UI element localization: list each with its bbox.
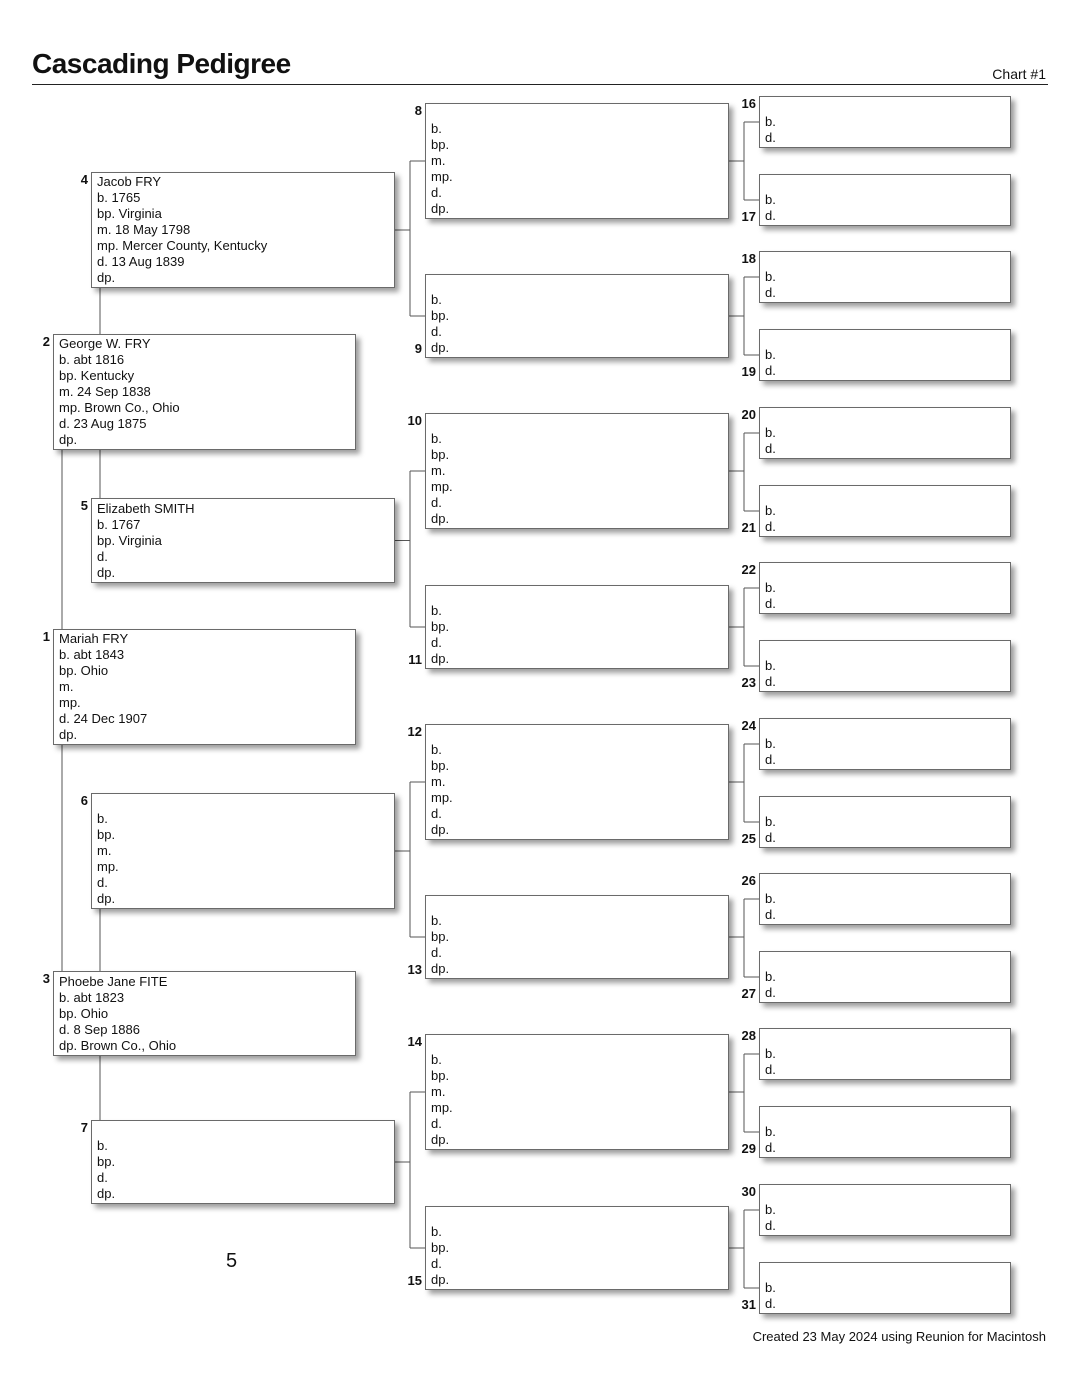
person-detail-line: d. — [431, 185, 442, 200]
person-detail-line: b. abt 1816 — [59, 352, 125, 367]
person-detail-line: d. — [765, 285, 776, 300]
person-detail-line: bp. — [431, 447, 450, 462]
person-details — [426, 292, 728, 356]
person-detail-line: dp. — [431, 511, 450, 526]
person-detail-line: mp. — [97, 859, 119, 874]
person-detail-line: d. — [765, 1218, 776, 1233]
person-detail-line: dp. — [431, 1272, 450, 1287]
person-details — [426, 603, 728, 667]
person-name: Jacob FRY — [97, 174, 162, 189]
person-details — [92, 174, 394, 286]
person-details — [760, 1202, 1010, 1234]
person-box-23[interactable] — [759, 640, 1011, 692]
person-detail-line: bp. Ohio — [59, 1006, 109, 1021]
person-detail-line: bp. — [431, 758, 450, 773]
person-detail-line: bp. Virginia — [97, 206, 162, 221]
person-number: 29 — [741, 1141, 756, 1156]
person-details — [760, 658, 1010, 690]
page-number: 5 — [226, 1250, 238, 1272]
person-detail-line: b. — [765, 114, 776, 129]
person-details — [92, 501, 394, 581]
person-detail-line: dp. — [431, 201, 450, 216]
person-number: 14 — [407, 1034, 422, 1049]
person-box-3[interactable] — [53, 971, 356, 1056]
person-details — [760, 736, 1010, 768]
person-box-8[interactable] — [425, 103, 729, 219]
person-detail-line: d. — [765, 985, 776, 1000]
created-footer: Created 23 May 2024 using Reunion for Macintosh — [752, 1329, 1046, 1344]
person-detail-line: b. — [765, 969, 776, 984]
person-details — [92, 1138, 394, 1202]
person-detail-line: b. — [431, 292, 442, 307]
person-box-22[interactable] — [759, 562, 1011, 614]
person-details — [760, 1124, 1010, 1156]
person-detail-line: bp. Kentucky — [59, 368, 135, 383]
person-detail-line: d. 23 Aug 1875 — [59, 416, 147, 431]
person-detail-line: b. 1765 — [97, 190, 141, 205]
person-number: 19 — [741, 364, 756, 379]
person-detail-line: d. — [431, 635, 442, 650]
person-detail-line: m. — [59, 679, 74, 694]
person-box-29[interactable] — [759, 1106, 1011, 1158]
person-detail-line: dp. — [431, 822, 450, 837]
person-details — [426, 431, 728, 527]
person-number: 18 — [741, 251, 756, 266]
chart-number: Chart #1 — [992, 66, 1046, 82]
person-detail-line: d. — [765, 1140, 776, 1155]
person-detail-line: d. — [765, 208, 776, 223]
person-detail-line: b. — [431, 1052, 442, 1067]
person-box-9[interactable] — [425, 274, 729, 358]
person-details — [54, 974, 355, 1054]
person-number: 6 — [80, 793, 88, 808]
person-number: 1 — [42, 629, 50, 644]
person-details — [760, 503, 1010, 535]
person-detail-line: mp. — [59, 695, 81, 710]
person-detail-line: d. — [97, 549, 108, 564]
person-detail-line: d. — [97, 875, 108, 890]
person-box-1[interactable] — [53, 629, 356, 745]
person-name: Phoebe Jane FITE — [59, 974, 168, 989]
person-box-14[interactable] — [425, 1034, 729, 1150]
person-number: 26 — [741, 873, 756, 888]
person-detail-line: mp. — [431, 790, 453, 805]
person-number: 28 — [741, 1028, 756, 1043]
person-details — [760, 969, 1010, 1001]
person-detail-line: bp. — [97, 1154, 116, 1169]
person-detail-line: bp. — [431, 619, 450, 634]
person-number: 11 — [408, 652, 422, 667]
person-box-18[interactable] — [759, 251, 1011, 303]
person-detail-line: dp. — [97, 1186, 116, 1201]
person-detail-line: d. — [97, 1170, 108, 1185]
person-number: 20 — [741, 407, 756, 422]
person-number: 24 — [741, 718, 756, 733]
person-number: 16 — [741, 96, 756, 111]
person-detail-line: b. — [431, 121, 442, 136]
person-detail-line: m. — [431, 1084, 446, 1099]
person-detail-line: b. — [765, 814, 776, 829]
person-number: 25 — [741, 831, 756, 846]
person-box-16[interactable] — [759, 96, 1011, 148]
person-detail-line: d. 8 Sep 1886 — [59, 1022, 140, 1037]
person-detail-line: d. — [765, 752, 776, 767]
person-number: 10 — [407, 413, 422, 428]
person-name: Elizabeth SMITH — [97, 501, 195, 516]
person-details — [760, 114, 1010, 146]
person-detail-line: b. — [765, 1124, 776, 1139]
person-detail-line: d. — [765, 519, 776, 534]
person-number: 30 — [741, 1184, 756, 1199]
person-details — [54, 336, 355, 448]
person-box-11[interactable] — [425, 585, 729, 669]
person-detail-line: d. — [765, 674, 776, 689]
person-detail-line: bp. — [431, 1068, 450, 1083]
person-details — [54, 631, 355, 743]
person-detail-line: d. — [431, 945, 442, 960]
person-detail-line: m. — [431, 153, 446, 168]
person-detail-line: dp. — [59, 727, 78, 742]
person-detail-line: b. — [765, 736, 776, 751]
person-detail-line: d. — [765, 441, 776, 456]
person-detail-line: m. — [97, 843, 112, 858]
person-details — [760, 425, 1010, 457]
person-detail-line: d. — [765, 130, 776, 145]
person-detail-line: d. — [765, 363, 776, 378]
person-box-26[interactable] — [759, 873, 1011, 925]
chart-title: Cascading Pedigree — [32, 48, 291, 79]
person-detail-line: b. — [97, 1138, 108, 1153]
person-detail-line: dp. — [431, 651, 450, 666]
person-details — [426, 1224, 728, 1288]
person-box-20[interactable] — [759, 407, 1011, 459]
person-number: 15 — [407, 1273, 422, 1288]
person-detail-line: bp. — [431, 929, 450, 944]
person-detail-line: mp. — [431, 169, 453, 184]
person-detail-line: b. — [765, 1046, 776, 1061]
person-detail-line: b. abt 1843 — [59, 647, 125, 662]
person-detail-line: dp. — [431, 961, 450, 976]
person-detail-line: bp. — [431, 308, 450, 323]
person-detail-line: bp. — [431, 137, 450, 152]
person-detail-line: b. — [765, 503, 776, 518]
person-detail-line: dp. — [431, 1132, 450, 1147]
person-number: 8 — [414, 103, 422, 118]
person-detail-line: dp. — [97, 891, 116, 906]
person-detail-line: dp. Brown Co., Ohio — [59, 1038, 177, 1053]
person-detail-line: d. — [431, 324, 442, 339]
person-detail-line: b. — [765, 269, 776, 284]
person-box-12[interactable] — [425, 724, 729, 840]
person-detail-line: mp. — [431, 479, 453, 494]
person-detail-line: b. — [431, 431, 442, 446]
person-details — [92, 811, 394, 907]
person-name: George W. FRY — [59, 336, 151, 351]
person-number: 4 — [80, 172, 88, 187]
person-number: 21 — [741, 520, 756, 535]
person-detail-line: m. 18 May 1798 — [97, 222, 191, 237]
person-box-7[interactable] — [91, 1120, 395, 1204]
person-number: 5 — [80, 498, 88, 513]
person-detail-line: d. — [431, 1116, 442, 1131]
person-number: 12 — [407, 724, 422, 739]
person-details — [426, 742, 728, 838]
person-details — [426, 913, 728, 977]
person-detail-line: d. — [431, 806, 442, 821]
person-box-5[interactable] — [91, 498, 395, 583]
person-detail-line: dp. — [97, 270, 116, 285]
person-detail-line: dp. — [97, 565, 116, 580]
person-box-21[interactable] — [759, 485, 1011, 537]
person-details — [760, 580, 1010, 612]
person-detail-line: b. — [765, 658, 776, 673]
person-box-24[interactable] — [759, 718, 1011, 770]
person-details — [760, 347, 1010, 379]
person-box-15[interactable] — [425, 1206, 729, 1290]
person-box-10[interactable] — [425, 413, 729, 529]
person-number: 7 — [80, 1120, 88, 1135]
person-number: 2 — [42, 334, 50, 349]
person-number: 31 — [741, 1297, 756, 1312]
person-detail-line: b. — [97, 811, 108, 826]
person-details — [760, 1280, 1010, 1312]
person-number: 23 — [741, 675, 756, 690]
person-detail-line: d. — [765, 596, 776, 611]
person-box-30[interactable] — [759, 1184, 1011, 1236]
person-detail-line: dp. — [431, 340, 450, 355]
person-number: 3 — [42, 971, 50, 986]
person-detail-line: d. — [765, 907, 776, 922]
person-detail-line: b. — [765, 580, 776, 595]
person-detail-line: b. 1767 — [97, 517, 141, 532]
person-box-6[interactable] — [91, 793, 395, 909]
person-detail-line: d. — [765, 830, 776, 845]
person-detail-line: mp. — [431, 1100, 453, 1115]
person-details — [760, 192, 1010, 224]
person-detail-line: b. — [765, 347, 776, 362]
person-number: 17 — [741, 209, 756, 224]
person-details — [760, 1046, 1010, 1078]
person-number: 27 — [741, 986, 756, 1001]
person-details — [760, 269, 1010, 301]
person-detail-line: b. abt 1823 — [59, 990, 125, 1005]
person-number: 9 — [414, 341, 422, 356]
person-detail-line: b. — [765, 192, 776, 207]
person-box-19[interactable] — [759, 329, 1011, 381]
person-details — [760, 814, 1010, 846]
person-detail-line: m. 24 Sep 1838 — [59, 384, 151, 399]
person-box-28[interactable] — [759, 1028, 1011, 1080]
person-box-13[interactable] — [425, 895, 729, 979]
person-detail-line: m. — [431, 463, 446, 478]
person-details — [426, 1052, 728, 1148]
person-detail-line: dp. — [59, 432, 78, 447]
person-detail-line: bp. Virginia — [97, 533, 162, 548]
person-detail-line: bp. Ohio — [59, 663, 109, 678]
person-number: 22 — [741, 562, 756, 577]
person-box-31[interactable] — [759, 1262, 1011, 1314]
person-detail-line: b. — [431, 603, 442, 618]
person-detail-line: b. — [765, 1202, 776, 1217]
person-detail-line: mp. Brown Co., Ohio — [59, 400, 180, 415]
person-detail-line: d. — [431, 495, 442, 510]
person-detail-line: d. — [765, 1296, 776, 1311]
person-box-4[interactable] — [91, 172, 395, 288]
person-detail-line: d. 13 Aug 1839 — [97, 254, 185, 269]
person-number: 13 — [407, 962, 422, 977]
person-box-25[interactable] — [759, 796, 1011, 848]
person-details — [426, 121, 728, 217]
person-detail-line: bp. — [97, 827, 116, 842]
person-detail-line: d. — [765, 1062, 776, 1077]
person-detail-line: b. — [765, 425, 776, 440]
person-detail-line: b. — [431, 913, 442, 928]
person-box-17[interactable] — [759, 174, 1011, 226]
person-box-27[interactable] — [759, 951, 1011, 1003]
person-detail-line: b. — [431, 742, 442, 757]
person-name: Mariah FRY — [59, 631, 129, 646]
person-detail-line: bp. — [431, 1240, 450, 1255]
person-detail-line: m. — [431, 774, 446, 789]
person-detail-line: b. — [765, 891, 776, 906]
person-detail-line: b. — [765, 1280, 776, 1295]
person-details — [760, 891, 1010, 923]
person-detail-line: d. — [431, 1256, 442, 1271]
person-detail-line: b. — [431, 1224, 442, 1239]
person-detail-line: d. 24 Dec 1907 — [59, 711, 148, 726]
person-detail-line: mp. Mercer County, Kentucky — [97, 238, 268, 253]
person-box-2[interactable] — [53, 334, 356, 450]
